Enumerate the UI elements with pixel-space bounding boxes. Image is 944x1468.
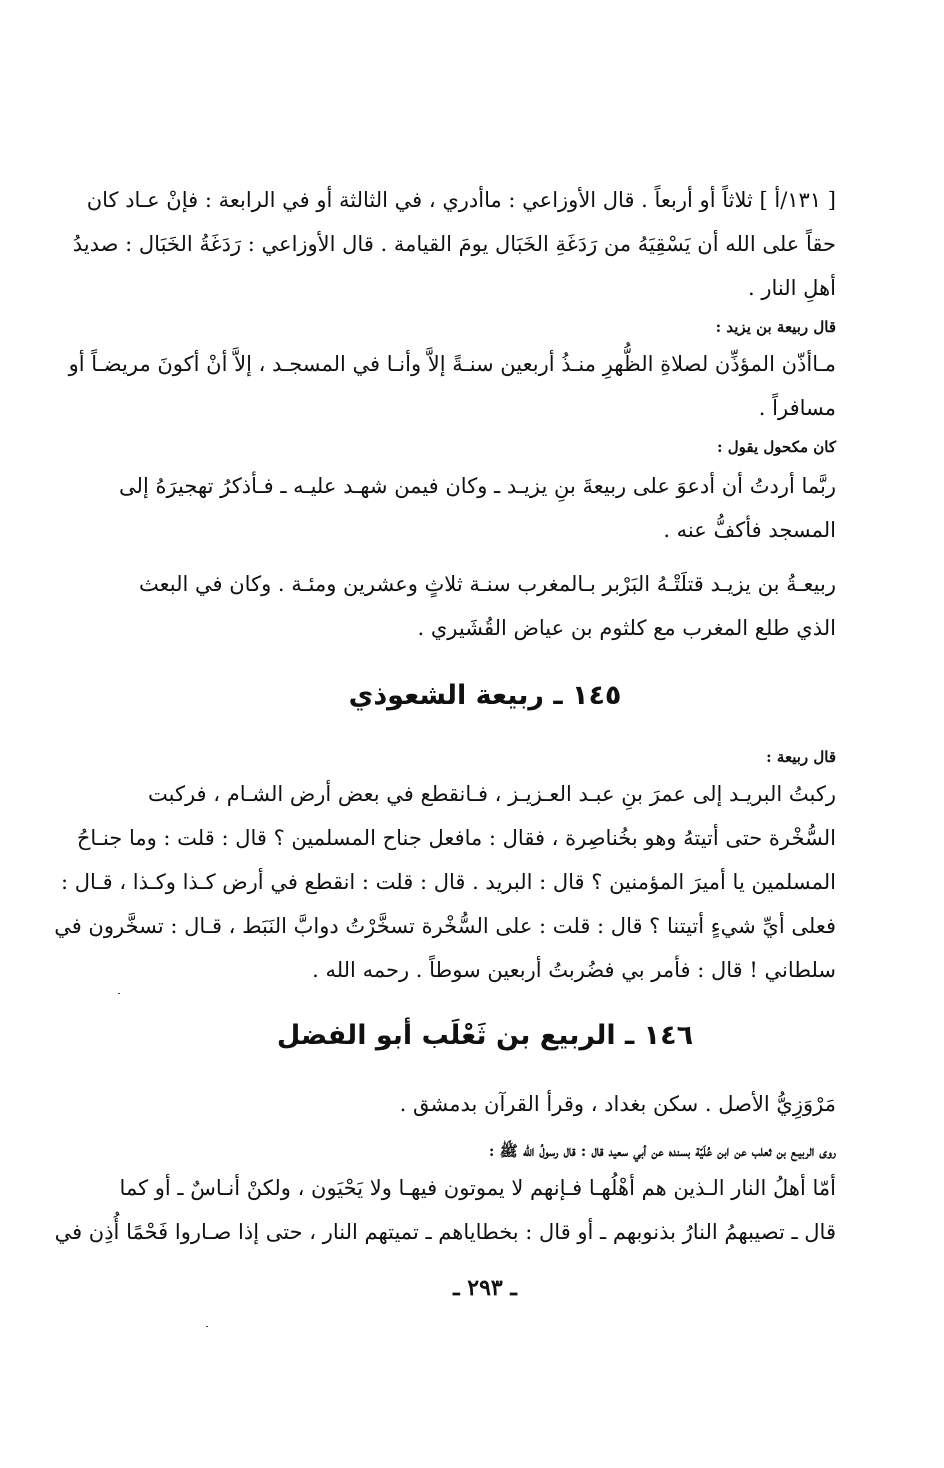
speaker-label: قال ربيعة : xyxy=(766,748,836,766)
speaker-label: قال ربيعة بن يزيد : xyxy=(715,318,836,336)
text-line: ربيعـةُ بن يزيـد قتلَتْـهُ البَرْبر بـالمغرب سنـة ثلاثٍ وعشرين ومئـة . وكان في البعث xyxy=(139,572,836,596)
text-line: مَرْوَزِيُّ الأصل . سكن بغداد ، وقرأ القرآن بدمشق . xyxy=(399,1092,836,1116)
text-line: المسلمين يا أميرَ المؤمنين ؟ قال : البريد . قال : قلت : انقطع في أرض كـذا وكـذا ، قـال : xyxy=(61,870,836,894)
text-line: ركبتُ البريـد إلى عمرَ بنِ عبـد العـزيـز ، فـانقطع في بعض أرض الشـام ، فركبت xyxy=(147,782,836,806)
paragraph-rabia-quote xyxy=(68,342,836,430)
text-line: [ ١٣١/أ ] ثلاثاً أو أربعاً . قال الأوزاعي : ماأدري ، في الثالثة أو في الرابعة : فإنْ عـاد كان xyxy=(86,188,836,212)
scan-speck xyxy=(206,1326,208,1327)
text-line: ربَّما أردتُ أن أدعوَ على ربيعةَ بنِ يزيـد ـ وكان فيمن شهـد عليـه ـ فـأذكرُ تهجيرَهُ إلى xyxy=(119,474,836,498)
paragraph-marwazi xyxy=(134,1082,836,1126)
paragraph-hadith xyxy=(54,1166,836,1254)
text-line: المسجد فأكفُّ عنه . xyxy=(663,518,836,542)
speaker-label: كان مكحول يقول : xyxy=(717,438,836,456)
text-line: حقاً على الله أن يَسْقِيَهُ من رَدَغَةِ الخَبَال يومَ القيامة . قال الأوزاعي : رَدَغَةُ الخَبَال : صديدُ xyxy=(72,232,836,256)
text-line: فعلى أيِّ شيءٍ أتيتنا ؟ قال : قلت : على السُّخْرة تسخَّرْتُ دوابَّ النَبَط ، قـال : تسخَّرون في xyxy=(54,914,836,938)
page-number: ـ ٢٩٣ ـ xyxy=(453,1275,517,1301)
text-line: أمّا أهلُ النار الـذين هم أهْلُهـا فـإنهم لا يموتون فيهـا ولا يَحْيَون ، ولكنْ أنـاسٌ ـ أو كما xyxy=(119,1176,836,1200)
paragraph-makhul-quote xyxy=(119,464,836,552)
text-line: سلطاني ! قال : فأمر بي فضُربتُ أربعين سوطاً . رحمه الله . xyxy=(312,958,836,982)
section-heading-145: ١٤٥ ـ ربيعة الشعوذي xyxy=(348,680,622,711)
paragraph-awzai xyxy=(72,178,836,310)
text-line: السُّخْرة حتى أتيتهُ وهو بخُناصِرة ، فقال : مافعل جناح المسلمين ؟ قال : قلت : وما جنـاحُ xyxy=(76,826,836,850)
text-line: قال ـ تصيبهمُ النارُ بذنوبهم ـ أو قال : بخطاياهم ـ تميتهم النار ، حتى إذا صـاروا فَحْمًا أُذِن في xyxy=(54,1220,836,1244)
isnad-label: روى الربيـع بن ثعلب عن ابن عُلَيّة بسنده عن أبي سعيد قال : قال رسولُ الله ﷺ : xyxy=(488,1142,836,1160)
text-line: الذي طلع المغرب مع كلثوم بن عياض القُشَيري . xyxy=(417,616,836,640)
paragraph-rabia-story xyxy=(54,772,836,992)
text-line: مـاأذّن المؤذِّن لصلاةِ الظُّهرِ منـذُ أربعين سنـةً إلاَّ وأنـا في المسجـد ، إلاَّ أنْ أكونَ مريضـاً أو xyxy=(68,352,836,376)
text-line: أهلِ النار . xyxy=(748,276,836,300)
text-line: مسافراً . xyxy=(758,396,836,420)
scan-speck xyxy=(118,993,120,994)
paragraph-death-note xyxy=(134,562,836,650)
section-heading-146: ١٤٦ ـ الربيع بن ثَعْلَب أبو الفضل xyxy=(276,1020,694,1051)
